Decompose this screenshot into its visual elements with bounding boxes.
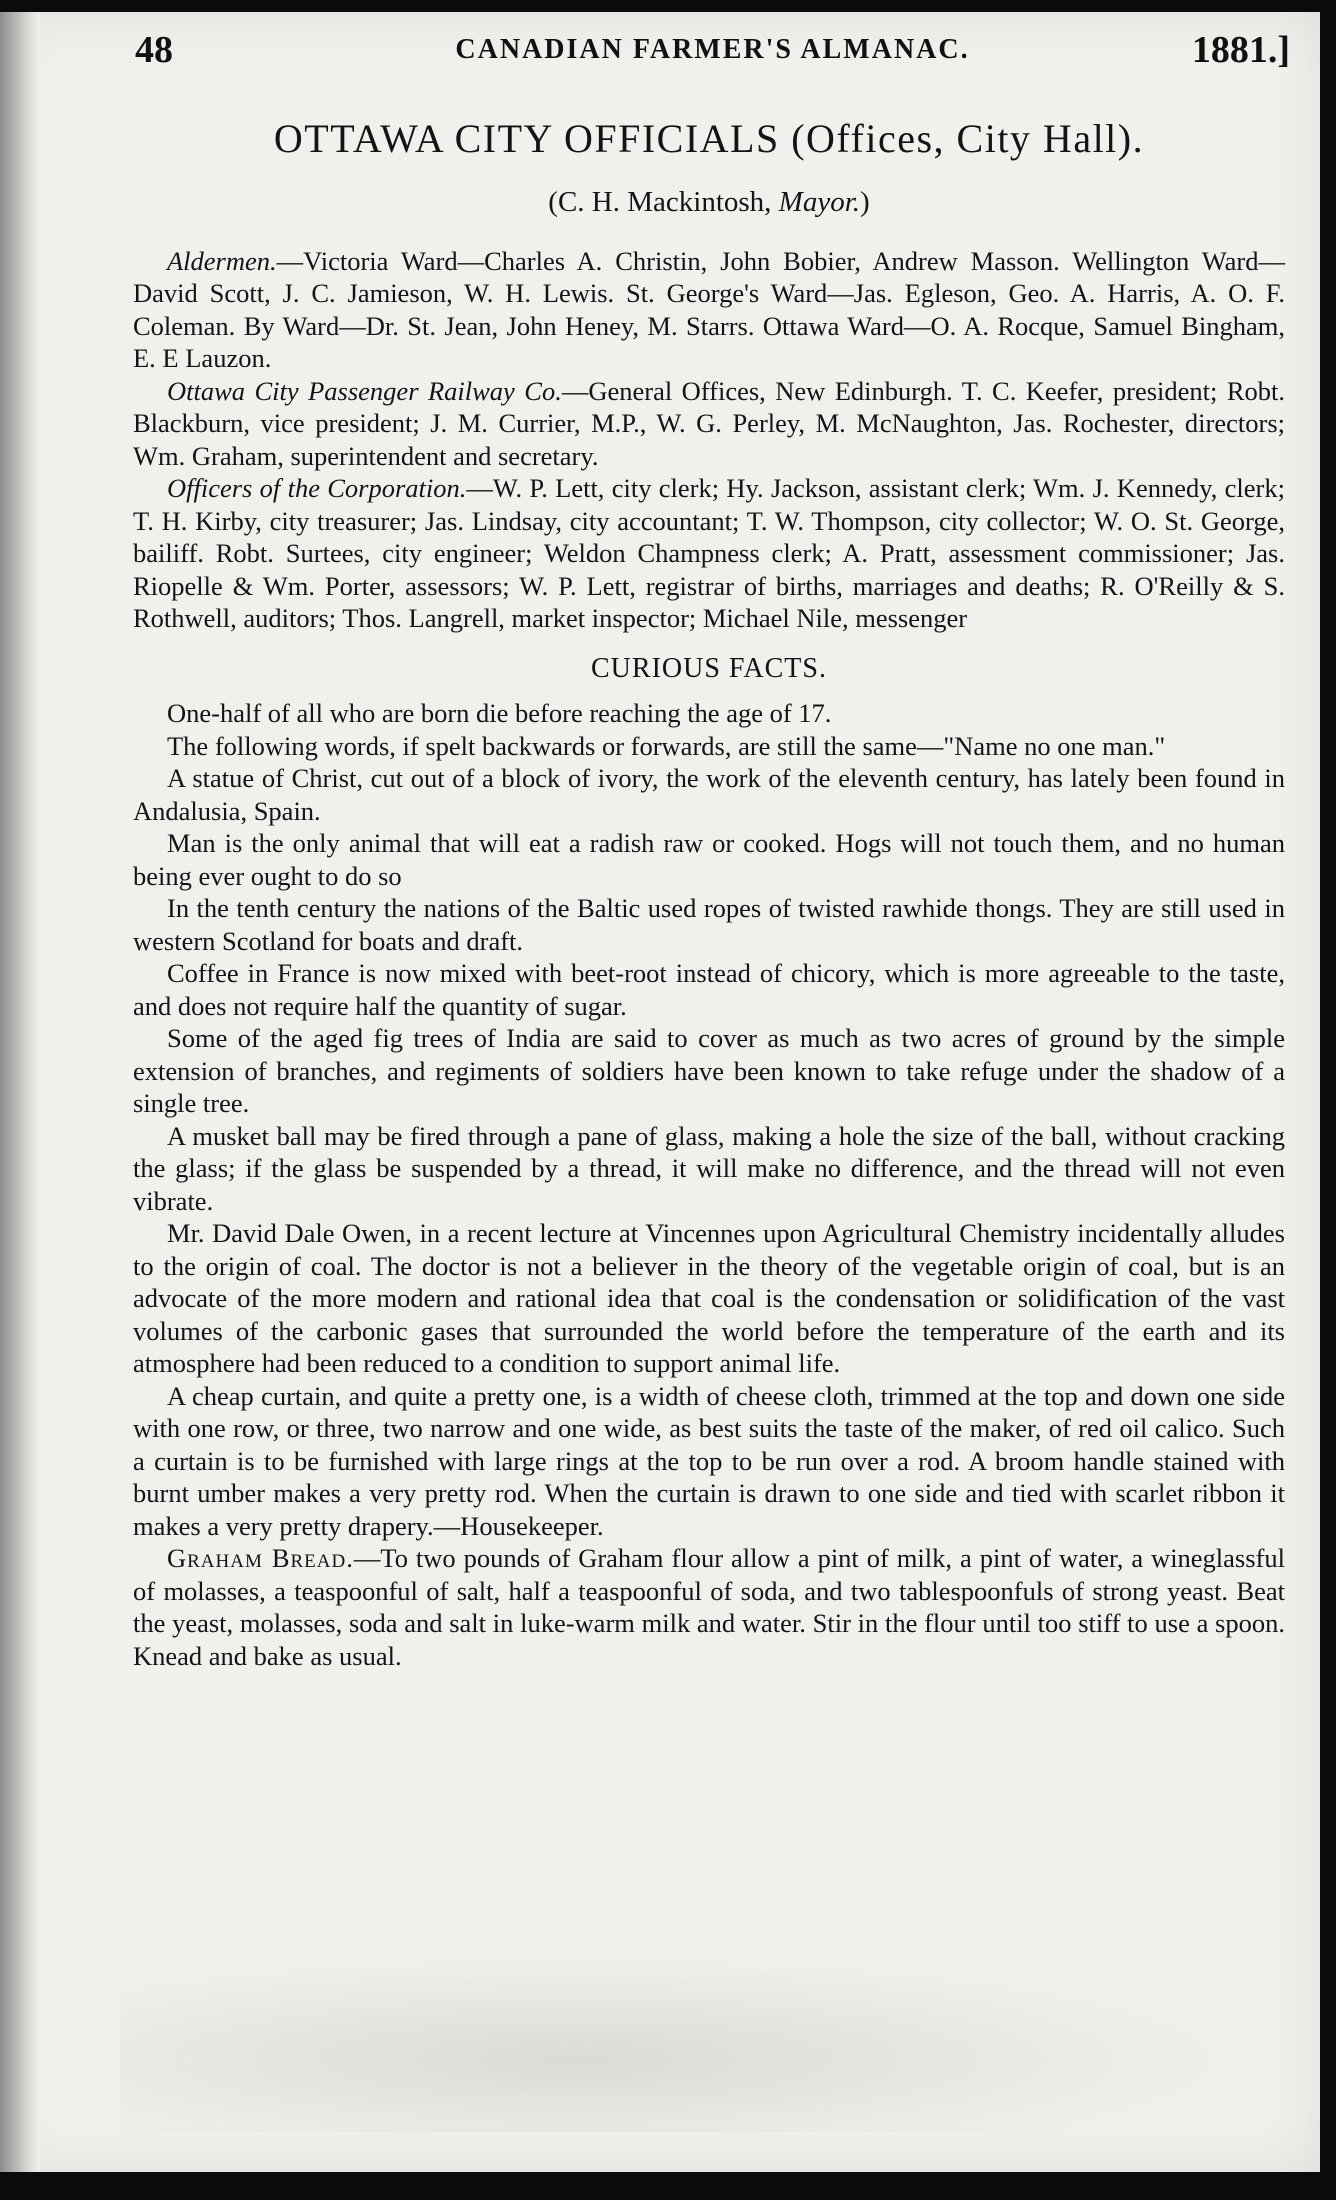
mayor-name: (C. H. Mackintosh,: [548, 186, 779, 218]
railway-paragraph: [133, 375, 1285, 473]
graham-bread-text: —To two pounds of Graham flour allow a pint of milk, a pint of water, a wineglassful of molasses, a teaspoonful of salt, half a teaspoonful of soda, and two tablespoonfuls of strong yeast. Beat the yeast, molasses, soda and salt in luke-warm milk and water. Stir in the flour until too stiff to use a spoon. Knead and bake as usual.: [133, 1543, 1285, 1671]
fact-paragraph: A statue of Christ, cut out of a block of ivory, the work of the eleventh century, has lately been found in Andalusia, Spain.: [133, 763, 1285, 826]
header-year: 1881.]: [1191, 29, 1290, 71]
aldermen-paragraph: [133, 245, 1285, 375]
fact-paragraph: In the tenth century the nations of the Baltic used ropes of twisted rawhide thongs. They are still used in western Scotland for boats and draft.: [133, 893, 1285, 956]
almanac-page: [0, 12, 1320, 2172]
fact-paragraph: One-half of all who are born die before reaching the age of 17.: [167, 698, 832, 728]
mayor-close: ): [860, 186, 870, 218]
railway-lead: Ottawa City Passenger Railway Co.: [167, 375, 562, 406]
fact-paragraph: A musket ball may be fired through a pane of glass, making a hole the size of the ball, without cracking the glass; if the glass be suspended by a thread, it will make no difference, and the thread will not even vibrate.: [133, 1120, 1285, 1216]
railway-text: —General Offices, New Edinburgh. T. C. Keefer, president; Robt. Blackburn, vice president; J. M. Currier, M.P., W. G. Perley, M. McNaughton, Jas. Rochester, directors; Wm. Graham, superintendent and secretary.: [133, 375, 1285, 471]
page-number: 48: [135, 29, 173, 71]
aldermen-lead: Aldermen.: [167, 245, 277, 276]
page-content: [133, 114, 1285, 1672]
fact-paragraph: A cheap curtain, and quite a pretty one, is a width of cheese cloth, trimmed at the top and down one side with one row, or three, two narrow and one wide, as best suits the taste of the maker, of red oil calico. Such a curtain is to be furnished with large rings at the top to be run over a rod. A broom handle stained with burnt umber makes a very pretty rod. When the curtain is drawn to one side and tied with scarlet ribbon it makes a very pretty drapery.—Housekeeper.: [133, 1380, 1285, 1541]
fact-paragraph: Coffee in France is now mixed with beet-root instead of chicory, which is more agreeable to the taste, and does not require half the quantity of sugar.: [133, 958, 1285, 1021]
running-head: CANADIAN FARMER'S ALMANAC.: [455, 34, 970, 65]
fact-paragraph: Man is the only animal that will eat a radish raw or cooked. Hogs will not touch them, and no human being ever ought to do so: [133, 828, 1285, 891]
fact-paragraph: Mr. David Dale Owen, in a recent lecture at Vincennes upon Agricultural Chemistry incidentally alludes to the origin of coal. The doctor is not a believer in the theory of the vegetable origin of coal, but is an advocate of the more modern and rational idea that coal is the condensation or solidification of the vast volumes of the carbonic gases that surrounded the world before the temperature of the earth and its atmosphere had been reduced to a condition to support animal life.: [133, 1218, 1285, 1378]
mayor-title: Mayor.: [778, 186, 861, 218]
corporation-lead: Officers of the Corporation.: [167, 473, 467, 503]
mayor-line: [133, 186, 1285, 219]
fact-paragraph: The following words, if spelt backwards or forwards, are still the same—"Name no one man.": [167, 730, 1166, 761]
officials-title: OTTAWA CITY OFFICIALS (Offices, City Hall).: [273, 116, 1145, 161]
page-binding-shadow: [0, 12, 40, 2172]
graham-bread-paragraph: [133, 1542, 1285, 1672]
paper-stain: [120, 1952, 1260, 2132]
aldermen-text: —Victoria Ward—Charles A. Christin, John Bobier, Andrew Masson. Wellington Ward—David Scott, J. C. Jamieson, W. H. Lewis. St. George's Ward—Jas. Egleson, Geo. A. Harris, A. O. F. Coleman. By Ward—Dr. St. Jean, John Heney, M. Starrs. Ottawa Ward—O. A. Rocque, Samuel Bingham, E. E Lauzon.: [133, 245, 1285, 373]
graham-bread-lead: Graham Bread.: [167, 1543, 354, 1573]
corporation-paragraph: [133, 472, 1285, 635]
corporation-text: —W. P. Lett, city clerk; Hy. Jackson, assistant clerk; Wm. J. Kennedy, clerk; T. H. Kirby, city treasurer; Jas. Lindsay, city accountant; T. W. Thompson, city collector; W. O. St. George, bailiff. Robt. Surtees, city engineer; Weldon Champness clerk; A. Pratt, assessment commissioner; Jas. Riopelle & Wm. Porter, assessors; W. P. Lett, registrar of births, marriages and deaths; R. O'Reilly & S. Rothwell, auditors; Thos. Langrell, market inspector; Michael Nile, messenger: [133, 473, 1285, 633]
curious-facts-title: CURIOUS FACTS.: [591, 652, 827, 684]
page-header: [135, 28, 1290, 78]
fact-paragraph: Some of the aged fig trees of India are said to cover as much as two acres of ground by the simple extension of branches, and regiments of soldiers have been known to take refuge under the shadow of a single tree.: [133, 1023, 1285, 1118]
